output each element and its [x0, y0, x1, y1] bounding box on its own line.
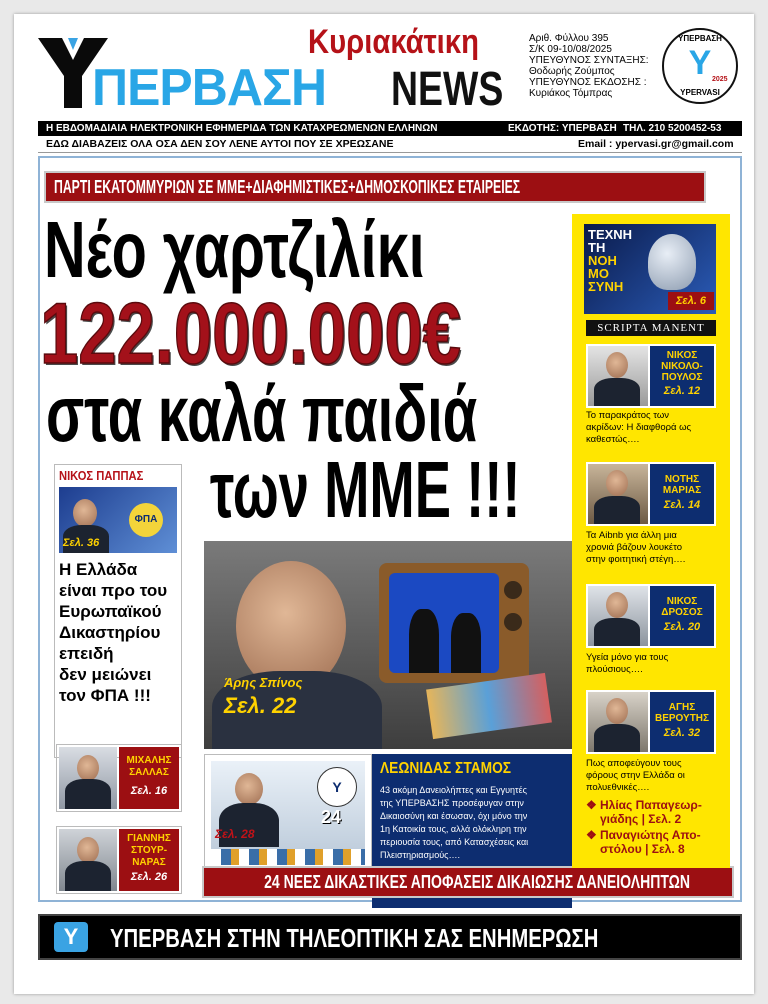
bullet-icon: ❖	[586, 828, 597, 842]
stournaras-photo	[59, 829, 117, 891]
headline-line-4: των ΜΜΕ !!!	[210, 445, 521, 534]
sidebar-bullets	[586, 798, 726, 856]
headline-line-1: Νέο χαρτζιλίκι	[44, 205, 425, 294]
bullet-icon: ❖	[586, 798, 597, 812]
verouttis-text: Πως αποφεύγουν τους φόρους στην Ελλάδα οι πολυεθνικές….	[586, 758, 685, 793]
pappas-photo	[59, 487, 177, 553]
pappas-page: Σελ. 36	[63, 537, 100, 549]
pappas-text: Η Ελλάδα είναι προ του Ευρωπαϊκού Δικαστηρίου επειδή δεν μειώνει τον ΦΠΑ !!!	[59, 560, 168, 705]
court-banner[interactable]: 24 ΝΕΕΣ ΔΙΚΑΣΤΙΚΕΣ ΑΠΟΦΑΣΕΙΣ ΔΙΚΑΙΩΣΗΣ ΔΑΝΕΙΟΛΗΠΤΩΝ	[202, 866, 734, 898]
bullet-papageorgiadis[interactable]: ❖ Ηλίας Παπαγεωρ- γιάδης | Σελ. 2	[586, 798, 702, 826]
logos-strip	[211, 849, 365, 865]
stamos-seal: Y	[317, 767, 357, 807]
publisher-name: Κυριάκος Τόμπρας	[529, 88, 613, 99]
masthead-logo	[38, 24, 518, 120]
footer-text: ΥΠΕΡΒΑΣΗ ΣΤΗΝ ΤΗΛΕΟΠΤΙΚΗ ΣΑΣ ΕΝΗΜΕΡΩΣΗ	[110, 923, 599, 953]
ai-page: Σελ. 6	[668, 292, 714, 310]
stamos-badge: 24	[321, 807, 342, 827]
fpa-badge: ΦΠΑ	[129, 503, 163, 537]
main-photo[interactable]	[204, 541, 572, 749]
verouttis-card[interactable]	[586, 690, 716, 754]
verouttis-label: ΑΓΗΣ ΒΕΡΟΥΤΗΣ Σελ. 32	[650, 692, 714, 752]
seal-top-text: ΥΠΕΡΒΑΣΗ	[678, 34, 722, 43]
stamos-page: Σελ. 28	[215, 827, 255, 841]
ai-title: ΤΕΧΝΗ ΤΗ ΝΟΗ ΜΟ ΣΥΝΗ	[588, 227, 633, 294]
nikolopoulos-card[interactable]	[586, 344, 716, 408]
kicker-banner: ΠΑΡΤΙ ΕΚΑΤΟΜΜΥΡΙΩΝ ΣΕ ΜΜΕ+ΔΙΑΦΗΜΙΣΤΙΚΕΣ+ΔΗΜΟΣΚΟΠΙΚΕΣ ΕΤΑΙΡΕΙΕΣ	[44, 171, 706, 203]
subline-email[interactable]: Email : ypervasi.gr@gmail.com	[578, 138, 734, 150]
drosos-text: Υγεία μόνο για τους πλούσιους….	[586, 652, 669, 675]
drosos-card[interactable]	[586, 584, 716, 648]
nikolopoulos-photo	[588, 346, 648, 406]
stournaras-box[interactable]	[56, 826, 182, 894]
info-stripe	[38, 121, 742, 136]
stamos-name: ΛΕΩΝΙΔΑΣ ΣΤΑΜΟΣ	[380, 760, 512, 777]
robot-head-icon	[648, 234, 696, 290]
main-photo-caption: Άρης Σπίνος	[224, 675, 303, 690]
tv-screen	[389, 573, 499, 673]
sallas-box[interactable]	[56, 744, 182, 812]
sallas-photo	[59, 747, 117, 809]
footer-logo-icon: Y	[54, 922, 88, 952]
seal-logo	[662, 28, 738, 104]
drosos-photo	[588, 586, 648, 646]
stripe-phone: ΤΗΛ. 210 5200452-53	[623, 123, 722, 134]
seal-bottom-text: YPERVASI	[680, 88, 720, 97]
masthead-info	[529, 33, 659, 99]
scripta-banner: SCRIPTA MANENT	[586, 320, 716, 336]
stamos-photo	[211, 761, 365, 865]
marias-photo	[588, 464, 648, 524]
marias-card[interactable]	[586, 462, 716, 526]
publisher-label: ΥΠΕΥΘΥΝΟΣ ΕΚΔΟΣΗΣ :	[529, 77, 647, 88]
sallas-label: ΜΙΧΑΛΗΣ ΣΑΛΛΑΣ Σελ. 16	[119, 747, 179, 809]
stamos-text: 43 ακόμη Δανειολήπτες και Εγγυητές της ΥΠΕΡΒΑΣΗΣ προσέφυγαν στην Δικαιοσύνη και έσωσαν, όχι μόνο την 1η Κατοικία τους, αλλά ολόκληρη την περιουσία τους, από Κατασχέσεις και Πλειστηριασμούς….	[380, 785, 529, 860]
newspaper-page	[14, 14, 754, 994]
nikolopoulos-text: Το παρακράτος των ακρίδων: Η διαφθορά ως καθεστώς….	[586, 410, 692, 445]
main-photo-page: Σελ. 22	[224, 693, 297, 718]
pappas-name: ΝΙΚΟΣ ΠΑΠΠΑΣ	[59, 468, 144, 483]
issue-number: Αριθ. Φύλλου 395	[529, 33, 609, 44]
drosos-label: ΝΙΚΟΣ ΔΡΟΣΟΣ Σελ. 20	[650, 586, 714, 646]
logo-wordmark: ΠΕΡΒΑΣΗ	[92, 59, 327, 117]
nikolopoulos-label: ΝΙΚΟΣ ΝΙΚΟΛΟ- ΠΟΥΛΟΣ Σελ. 12	[650, 346, 714, 406]
marias-text: Τα Aibnb για άλλη μια χρονιά βάζουν λουκέτο στην φοιτητική στέγη….	[586, 530, 686, 565]
headline-amount: 122.000.000€	[40, 286, 461, 382]
headline-line-3: στα καλά παιδιά	[46, 369, 478, 458]
logo-news: NEWS	[391, 63, 504, 116]
footer-banner[interactable]	[38, 914, 742, 960]
bullet-apostolou[interactable]: ❖ Παναγιώτης Απο- στόλου | Σελ. 8	[586, 828, 701, 856]
pappas-box[interactable]	[54, 464, 182, 758]
stripe-tagline: Η ΕΒΔΟΜΑΔΙΑΙΑ ΗΛΕΚΤΡΟΝΙΚΗ ΕΦΗΜΕΡΙΔΑ ΤΩΝ ΚΑΤΑΧΡΕΩΜΕΝΩΝ ΕΛΛΗΝΩΝ	[46, 123, 438, 134]
marias-label: ΝΟΤΗΣ ΜΑΡΙΑΣ Σελ. 14	[650, 464, 714, 524]
verouttis-photo	[588, 692, 648, 752]
kyriakatiki-label: Κυριακάτικη	[308, 23, 479, 61]
stamos-photo-box[interactable]	[204, 754, 372, 872]
subline	[38, 136, 742, 153]
editor-name: Θοδωρής Ζούμπος	[529, 66, 615, 77]
editor-label: ΥΠΕΥΘΥΝΟΣ ΣΥΝΤΑΞΗΣ:	[529, 55, 649, 66]
ai-box[interactable]	[584, 224, 716, 314]
seal-year: 2025	[712, 76, 728, 83]
subline-slogan: ΕΔΩ ΔΙΑΒΑΖΕΙΣ ΟΛΑ ΟΣΑ ΔΕΝ ΣΟΥ ΛΕΝΕ ΑΥΤΟΙ ΠΟΥ ΣΕ ΧΡΕΩΣΑΝΕ	[46, 138, 394, 150]
stripe-publisher: ΕΚΔΟΤΗΣ: ΥΠΕΡΒΑΣΗ	[508, 123, 617, 134]
issue-date: Σ/Κ 09-10/08/2025	[529, 44, 612, 55]
stournaras-label: ΓΙΑΝΝΗΣ ΣΤΟΥΡ- ΝΑΡΑΣ Σελ. 26	[119, 829, 179, 891]
seal-letter: Y	[688, 44, 712, 82]
